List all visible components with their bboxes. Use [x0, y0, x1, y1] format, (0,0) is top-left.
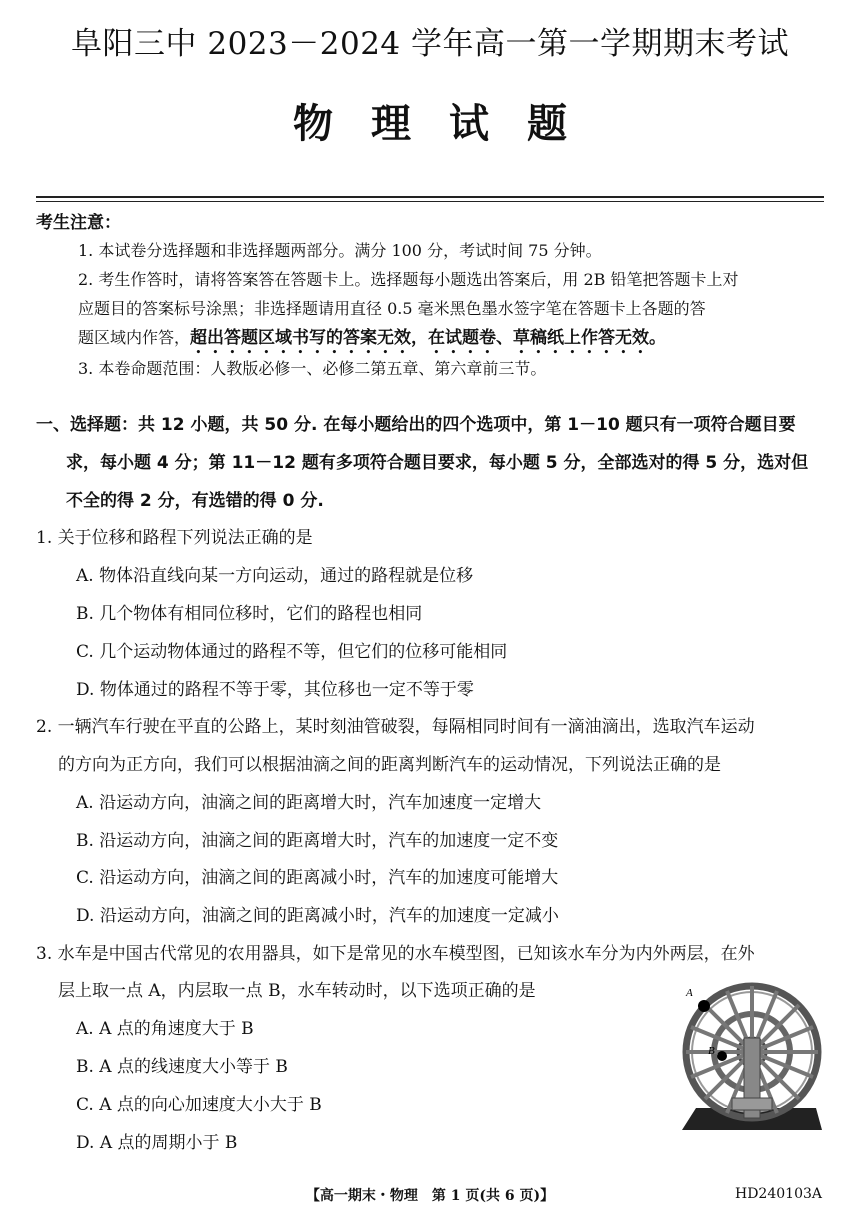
question-1-option-d: D. 物体通过的路程不等于零，其位移也一定不等于零 — [76, 680, 474, 700]
section-heading-line-3: 不全的得 2 分，有选错的得 0 分. — [66, 491, 324, 511]
question-2-option-c: C. 沿运动方向，油滴之间的距离减小时，汽车的加速度可能增大 — [76, 868, 559, 888]
question-2-option-a: A. 沿运动方向，油滴之间的距离增大时，汽车加速度一定增大 — [76, 793, 542, 813]
subject-title: 物理试题 — [293, 101, 605, 147]
question-2-stem-line-1: 2. 一辆汽车行驶在平直的公路上，某时刻油管破裂，每隔相同时间有一滴油滴出，选取汽车运动 — [36, 717, 755, 737]
notice-item-2-end-text: 题区域内作答， — [78, 328, 191, 347]
notice-emphasis: 超出答题区域书写的答案无效，在试题卷、草稿纸上作答无效。 — [190, 328, 667, 348]
section-heading-line-1: 一、选择题：共 12 小题，共 50 分. 在每小题给出的四个选项中，第 1－10 题只有一项符合题目要 — [36, 415, 796, 435]
question-3-option-b: B. A 点的线速度大小等于 B — [76, 1057, 288, 1077]
figure-label-b: B — [708, 1045, 715, 1057]
notice-item-2: 2. 考生作答时，请将答案答在答题卡上。选择题每小题选出答案后，用 2B 铅笔把答题卡上对 — [78, 270, 739, 289]
question-3-option-a: A. A 点的角速度大于 B — [76, 1019, 254, 1039]
question-3-stem-line-2: 层上取一点 A，内层取一点 B，水车转动时，以下选项正确的是 — [58, 981, 536, 1001]
question-1-option-b: B. 几个物体有相同位移时，它们的路程也相同 — [76, 604, 423, 624]
notice-item-2-end — [78, 323, 666, 358]
figure-label-a: A — [686, 987, 693, 999]
question-1-option-c: C. 几个运动物体通过的路程不等，但它们的位移可能相同 — [76, 642, 508, 662]
question-1-option-a: A. 物体沿直线向某一方向运动，通过的路程就是位移 — [76, 566, 474, 586]
water-wheel-figure — [676, 980, 824, 1132]
notice-heading: 考生注意： — [36, 213, 121, 233]
section-heading-line-2: 求，每小题 4 分；第 11－12 题有多项符合题目要求，每小题 5 分，全部选对的得 5 分，选对但 — [66, 453, 809, 473]
header-divider — [36, 196, 824, 198]
notice-item-3: 3. 本卷命题范围：人教版必修一、必修二第五章、第六章前三节。 — [78, 359, 547, 378]
exam-title: 阜阳三中 2023－2024 学年高一第一学期期末考试 — [71, 26, 789, 62]
question-1-stem: 1. 关于位移和路程下列说法正确的是 — [36, 528, 313, 548]
question-2-option-d: D. 沿运动方向，油滴之间的距离减小时，汽车的加速度一定减小 — [76, 906, 559, 926]
header-divider-thin — [36, 201, 824, 202]
page-footer: 【高一期末・物理 第 1 页(共 6 页)】 — [305, 1188, 555, 1204]
question-3-stem-line-1: 3. 水车是中国古代常见的农用器具，如下是常见的水车模型图，已知该水车分为内外两层，在外 — [36, 944, 755, 964]
paper-code: HD240103A — [735, 1186, 822, 1202]
notice-item-2-cont: 应题目的答案标号涂黑；非选择题请用直径 0.5 毫米黑色墨水签字笔在答题卡上各题的答 — [78, 299, 706, 318]
notice-item-1: 1. 本试卷分选择题和非选择题两部分。满分 100 分，考试时间 75 分钟。 — [78, 241, 602, 260]
question-3-option-c: C. A 点的向心加速度大小大于 B — [76, 1095, 322, 1115]
question-3-option-d: D. A 点的周期小于 B — [76, 1133, 238, 1153]
question-2-option-b: B. 沿运动方向，油滴之间的距离增大时，汽车的加速度一定不变 — [76, 831, 559, 851]
question-2-stem-line-2: 的方向为正方向，我们可以根据油滴之间的距离判断汽车的运动情况，下列说法正确的是 — [58, 755, 721, 775]
